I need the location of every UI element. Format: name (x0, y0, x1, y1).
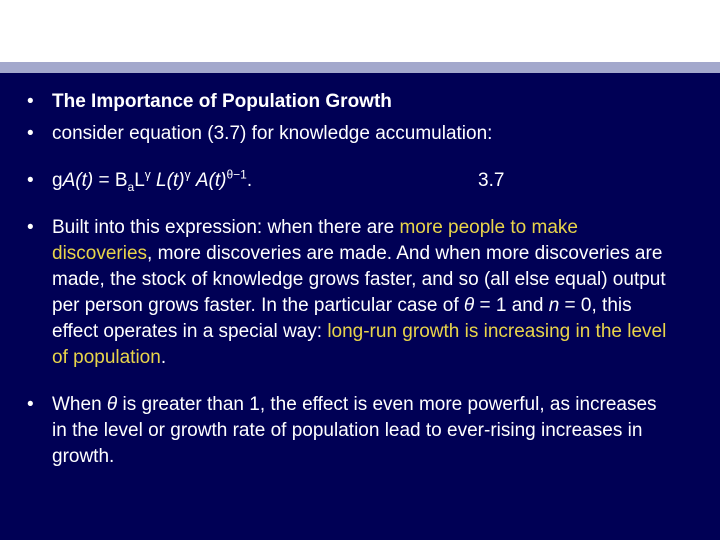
paragraph-population-effect (52, 215, 672, 371)
bullet-marker: • (27, 394, 34, 415)
para1-text: = 0, this effect operates in a special way: (52, 295, 632, 342)
theta-symbol: θ (463, 295, 475, 316)
equation-theta-exp: θ−1 (226, 167, 247, 182)
equation-gamma2: γ (184, 167, 191, 182)
equation-sub-a: a (127, 179, 135, 194)
highlight-more-people: more people to make discoveries (52, 217, 578, 264)
para2-text: When (52, 394, 107, 415)
equation-gamma: γ (144, 167, 151, 182)
n-symbol: n (548, 295, 560, 316)
para1-text: = 1 and (474, 295, 549, 316)
equation-At: A(t) (62, 170, 94, 191)
bullet-marker: • (27, 91, 34, 112)
top-white-band (0, 0, 720, 62)
header-stripe (0, 62, 720, 73)
intro-text: consider equation (3.7) for knowledge accumulation: (52, 123, 493, 144)
slide-heading: The Importance of Population Growth (52, 91, 392, 112)
equation-number: 3.7 (478, 170, 505, 191)
paragraph-theta-greater (52, 392, 672, 470)
equation-At2: A(t) (190, 170, 227, 191)
equation-Lt: L(t) (150, 170, 185, 191)
para2-text: is greater than 1, the effect is even more powerful, as increases in the level or growth rate of population lead to ever-rising increases in growth. (52, 394, 657, 467)
equation-L: L (134, 170, 145, 191)
bullet-marker: • (27, 123, 34, 144)
equation-g: g (52, 170, 63, 191)
para1-text: . (160, 347, 167, 368)
slide-body (0, 73, 720, 540)
theta-symbol: θ (106, 394, 118, 415)
equation (52, 168, 672, 194)
equation-eq: = B (93, 170, 128, 191)
para1-text: , more discoveries are made. And when more discoveries are made, the stock of knowledge grows faster, and so (all else equal) output per person grows faster. In the particular case of (52, 243, 666, 316)
equation-period: . (246, 170, 253, 191)
highlight-long-run-growth: long-run growth is increasing in the level of population (52, 321, 667, 368)
bullet-marker: • (27, 217, 34, 238)
para1-text: Built into this expression: when there are (52, 217, 400, 238)
bullet-marker: • (27, 170, 34, 191)
